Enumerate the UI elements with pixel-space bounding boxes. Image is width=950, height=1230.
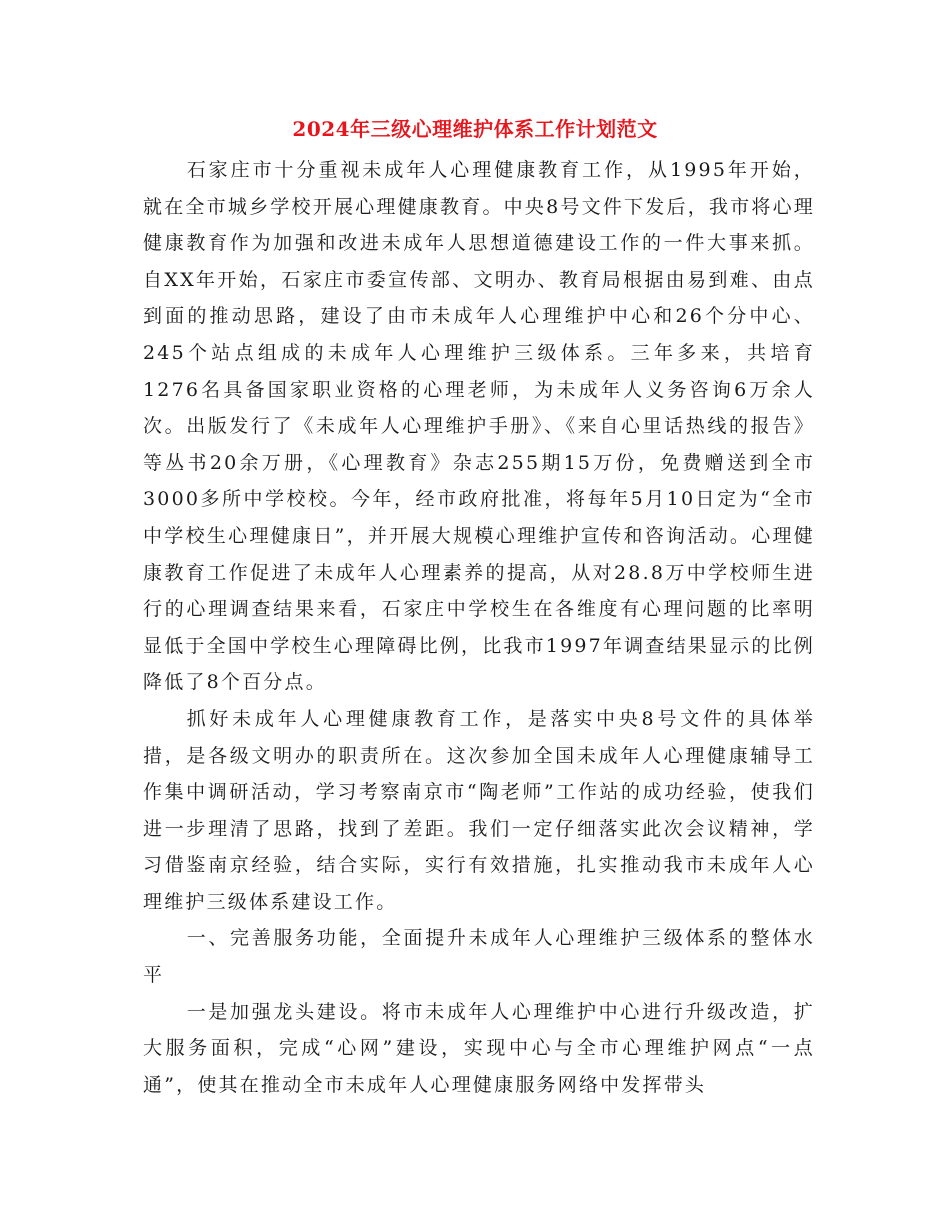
document-title: 2024年三级心理维护体系工作计划范文 [292, 117, 658, 141]
paragraph: 一是加强龙头建设。将市未成年人心理维护中心进行升级改造，扩大服务面积，完成“心网”建设，实现中心与全市心理维护网点“一点通”，使其在推动全市未成年人心理健康服务网络中发挥带头 [143, 1000, 815, 1096]
document-body [143, 152, 815, 1103]
paragraph: 抓好未成年人心理健康教育工作，是落实中央8号文件的具体举措，是各级文明办的职责所在。这次参加全国未成年人心理健康辅导工作集中调研活动，学习考察南京市“陶老师”工作站的成功经验，使我们进一步理清了思路，找到了差距。我们一定仔细落实此次会议精神，学习借鉴南京经验，结合实际，实行有效措施，扎实推动我市未成年人心理维护三级体系建设工作。 [143, 707, 815, 913]
section-heading: 一、完善服务功能，全面提升未成年人心理维护三级体系的整体水平 [143, 927, 815, 987]
paragraph: 石家庄市十分重视未成年人心理健康教育工作，从1995年开始，就在全市城乡学校开展心理健康教育。中央8号文件下发后，我市将心理健康教育作为加强和改进未成年人思想道德建设工作的一件大事来抓。自XX年开始，石家庄市委宣传部、文明办、教育局根据由易到难、由点到面的推动思路，建设了由市未成年人心理维护中心和26个分中心、245个站点组成的未成年人心理维护三级体系。三年多来，共培育1276名具备国家职业资格的心理老师，为未成年人义务咨询6万余人次。出版发行了《未成年人心理维护手册》、《来自心里话热线的报告》等丛书20余万册，《心理教育》杂志255期15万份，免费赠送到全市 3000多所中学校校。今年，经市政府批准，将每年5月10日定为“全市中学校生心理健康日”，并开展大规模心理维护宣传和咨询活动。心理健康教育工作促进了未成年人心理素养的提高，从对28.8万中学校师生进行的心理调查结果来看，石家庄中学校生在各维度有心理问题的比率明显低于全国中学校生心理障碍比例，比我市1997年调查结果显示的比例降低了8个百分点。 [143, 159, 815, 694]
